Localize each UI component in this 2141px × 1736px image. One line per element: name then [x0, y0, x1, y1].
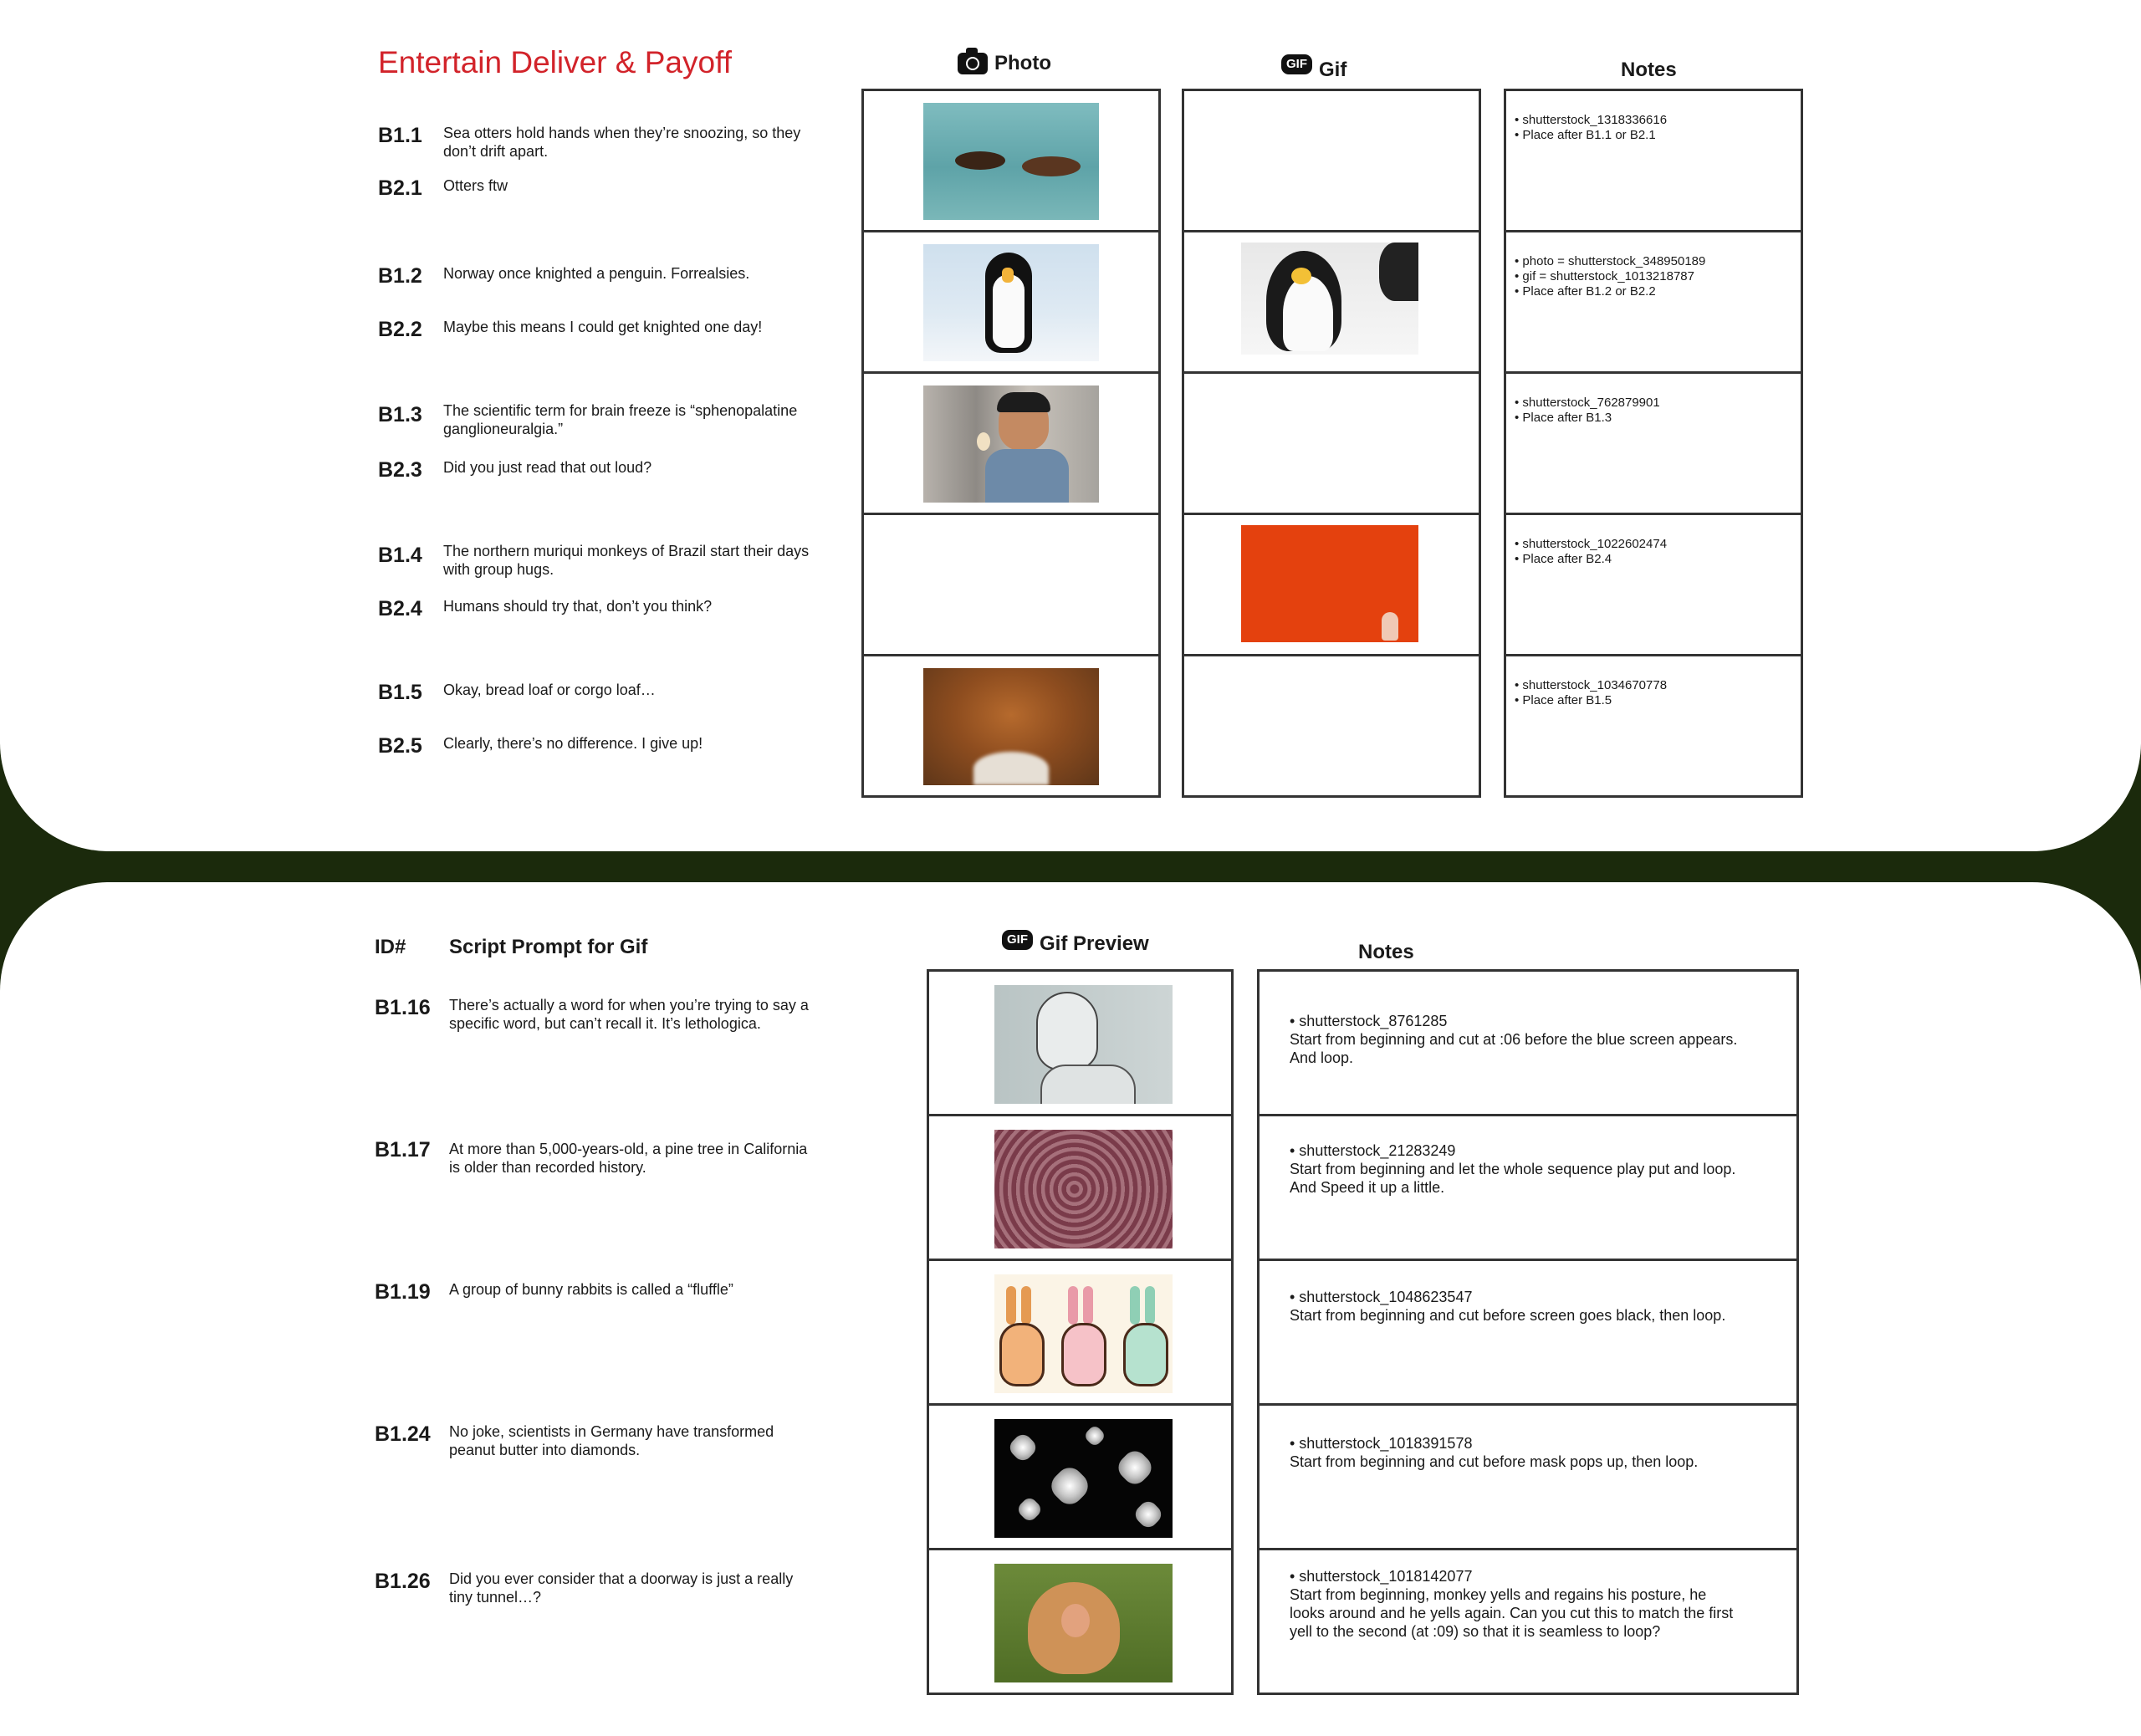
notes-cell — [1504, 371, 1803, 515]
notes-cell — [1257, 1403, 1799, 1550]
note-line: • Place after B1.3 — [1515, 411, 1612, 425]
note-id: • shutterstock_1018142077 — [1290, 1568, 1473, 1585]
gif-icon: GIF — [1002, 930, 1033, 950]
row-id: B2.4 — [378, 597, 422, 620]
photo-cell — [861, 89, 1161, 232]
row-id: B1.3 — [378, 403, 422, 426]
row-id: B2.1 — [378, 176, 422, 200]
note-line: • Place after B1.2 or B2.2 — [1515, 284, 1656, 299]
tree-rings-gif — [994, 1130, 1173, 1248]
note-id: • shutterstock_1048623547 — [1290, 1289, 1473, 1305]
row-id: B2.2 — [378, 318, 422, 341]
prompt-column-header: Script Prompt for Gif — [449, 936, 648, 958]
notes-cell — [1257, 1114, 1799, 1261]
notes-cell — [1504, 89, 1803, 232]
row-id: B1.1 — [378, 124, 422, 147]
note-line: • shutterstock_1318336616 — [1515, 113, 1668, 127]
gif-preview-cell — [927, 1403, 1234, 1550]
row-text: Clearly, there’s no difference. I give up! — [443, 735, 703, 752]
notes-cell — [1257, 1548, 1799, 1695]
note-line: • Place after B2.4 — [1515, 552, 1612, 566]
gif-cell — [1182, 371, 1481, 515]
photo-column-header — [958, 52, 1051, 75]
note-id: • shutterstock_21283249 — [1290, 1142, 1456, 1159]
note-text: Start from beginning and let the whole sequence play put and loop. And Speed it up a little. — [1290, 1161, 1736, 1196]
penguin-gif — [1241, 243, 1418, 355]
row-text: The scientific term for brain freeze is “sphenopalatine ganglioneuralgia.” — [443, 402, 798, 437]
gif-header-label: Gif — [1319, 59, 1347, 81]
row-id: B1.2 — [378, 264, 422, 288]
bottom-gif-panel — [0, 882, 2141, 1736]
row-id: B1.19 — [375, 1280, 431, 1304]
row-text: Maybe this means I could get knighted one day! — [443, 319, 763, 335]
note-line: • Place after B1.1 or B2.1 — [1515, 128, 1656, 142]
gif-cell — [1182, 89, 1481, 232]
corgi-loaf-photo — [923, 668, 1099, 785]
camera-icon — [958, 53, 988, 74]
gif-cell — [1182, 230, 1481, 374]
page-title: Entertain Deliver & Payoff — [378, 45, 732, 79]
row-text: Otters ftw — [443, 177, 508, 194]
sea-otters-photo — [923, 103, 1099, 220]
row-text: Sea otters hold hands when they’re snoozing, so they don’t drift apart. — [443, 125, 801, 160]
row-id: B2.3 — [378, 458, 422, 482]
id-column-header: ID# — [375, 936, 406, 958]
row-text: No joke, scientists in Germany have transformed peanut butter into diamonds. — [449, 1423, 774, 1458]
row-id: B1.4 — [378, 544, 422, 567]
row-text: Okay, bread loaf or corgo loaf… — [443, 682, 656, 698]
gif-preview-cell — [927, 969, 1234, 1116]
photo-cell — [861, 654, 1161, 798]
gif-preview-cell — [927, 1548, 1234, 1695]
row-id: B1.26 — [375, 1570, 431, 1593]
row-id: B2.5 — [378, 734, 422, 758]
row-text: At more than 5,000-years-old, a pine tree in California is older than recorded history. — [449, 1141, 808, 1176]
proboscis-monkey-gif — [994, 1564, 1173, 1682]
row-text: The northern muriqui monkeys of Brazil start their days with group hugs. — [443, 543, 810, 578]
photo-cell — [861, 513, 1161, 656]
gif-icon: GIF — [1281, 54, 1312, 74]
note-id: • shutterstock_1018391578 — [1290, 1435, 1473, 1452]
note-line: • shutterstock_1022602474 — [1515, 537, 1668, 551]
note-text: Start from beginning and cut at :06 before the blue screen appears. And loop. — [1290, 1031, 1738, 1066]
note-text: Start from beginning and cut before mask pops up, then loop. — [1290, 1453, 1699, 1470]
notes-cell — [1504, 230, 1803, 374]
notes-column-header: Notes — [1621, 59, 1677, 81]
row-text: Did you ever consider that a doorway is just a really tiny tunnel…? — [449, 1570, 794, 1606]
row-text: A group of bunny rabbits is called a “fluffle” — [449, 1281, 733, 1298]
photo-cell — [861, 371, 1161, 515]
notes-cell — [1257, 1259, 1799, 1406]
row-text: Humans should try that, don’t you think? — [443, 598, 713, 615]
row-id: B1.17 — [375, 1138, 431, 1162]
note-id: • shutterstock_8761285 — [1290, 1013, 1448, 1029]
row-id: B1.24 — [375, 1422, 431, 1446]
note-line: • shutterstock_762879901 — [1515, 396, 1660, 410]
photo-header-label: Photo — [994, 52, 1051, 74]
note-line: • shutterstock_1034670778 — [1515, 678, 1668, 692]
row-text: There’s actually a word for when you’re trying to say a specific word, but can’t recall it. It’s lethologica. — [449, 997, 809, 1032]
top-storyboard-panel — [0, 0, 2141, 851]
boy-with-ice-cream-photo — [923, 385, 1099, 503]
gif-preview-column-header — [1002, 924, 1149, 956]
row-id: B1.5 — [378, 681, 422, 704]
bunnies-gif — [994, 1274, 1173, 1393]
row-text: Norway once knighted a penguin. Forrealsies. — [443, 265, 750, 282]
note-line: • Place after B1.5 — [1515, 693, 1612, 707]
robot-gif — [994, 985, 1173, 1104]
note-text: Start from beginning, monkey yells and regains his posture, he looks around and he yells again. Can you cut this to match the first yell to the second (at :09) so that it is seamless to loop? — [1290, 1586, 1734, 1640]
notes-cell — [1257, 969, 1799, 1116]
gif-column-header — [1281, 47, 1346, 82]
note-line: • photo = shutterstock_348950189 — [1515, 254, 1706, 268]
penguin-photo — [923, 244, 1099, 361]
gif-preview-cell — [927, 1114, 1234, 1261]
gif-preview-cell — [927, 1259, 1234, 1406]
row-text: Did you just read that out loud? — [443, 459, 652, 476]
note-line: • gif = shutterstock_1013218787 — [1515, 269, 1694, 283]
gif-cell — [1182, 654, 1481, 798]
gif-cell — [1182, 513, 1481, 656]
row-id: B1.16 — [375, 996, 431, 1019]
diamonds-gif — [994, 1419, 1173, 1538]
notes-cell — [1504, 654, 1803, 798]
photo-cell — [861, 230, 1161, 374]
orange-hug-gif — [1241, 525, 1418, 642]
notes-column-header: Notes — [1358, 941, 1414, 963]
notes-cell — [1504, 513, 1803, 656]
note-text: Start from beginning and cut before screen goes black, then loop. — [1290, 1307, 1726, 1324]
gif-preview-header-label: Gif Preview — [1040, 932, 1149, 955]
